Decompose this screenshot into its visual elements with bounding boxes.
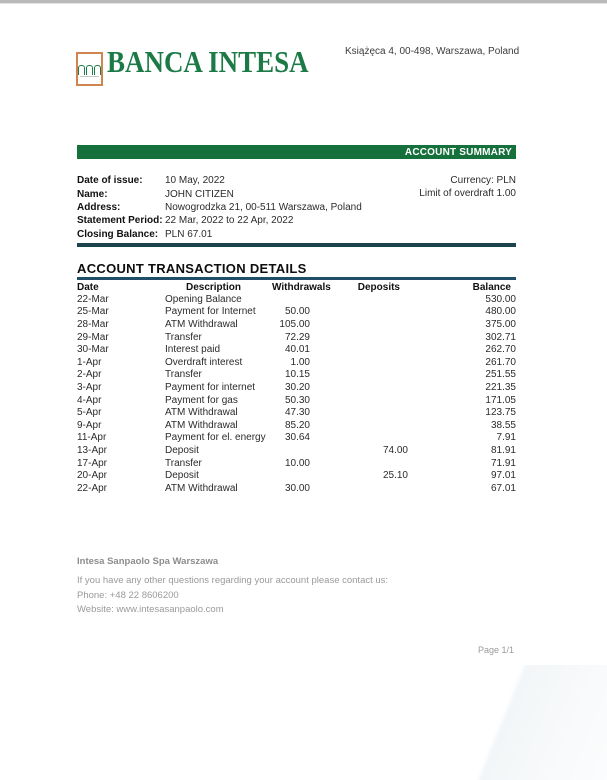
- footer-company-name: Intesa Sanpaolo Spa Warszawa: [77, 556, 219, 567]
- summary-right-column: [316, 174, 516, 201]
- summary-field-label: Statement Period:: [77, 215, 163, 227]
- summary-field-value: JOHN CITIZEN: [165, 188, 234, 200]
- cell-balance: 123.75: [485, 407, 516, 419]
- bank-address: Książęca 4, 00-498, Warszawa, Poland: [345, 46, 520, 57]
- cell-date: 29-Mar: [77, 331, 109, 343]
- cell-withdrawal: 30.00: [284, 482, 310, 494]
- summary-field-value: PLN 67.01: [165, 228, 213, 240]
- cell-description: Opening Balance: [165, 293, 242, 305]
- table-row: [77, 306, 516, 319]
- cell-balance: 97.01: [490, 470, 516, 482]
- cell-withdrawal: 72.29: [284, 331, 310, 343]
- cell-withdrawal: 47.30: [284, 407, 310, 419]
- cell-description: ATM Withdrawal: [165, 482, 238, 494]
- footer-contact-block: [77, 556, 388, 619]
- cell-balance: 38.55: [490, 419, 516, 431]
- cell-date: 25-Mar: [77, 306, 109, 318]
- cell-balance: 67.01: [490, 482, 516, 494]
- table-row: [77, 394, 516, 407]
- footer-phone: Phone: +48 22 8606200: [77, 589, 179, 601]
- cell-balance: 261.70: [485, 356, 516, 368]
- cell-balance: 7.91: [496, 432, 516, 444]
- table-row: [77, 419, 516, 432]
- table-row: [77, 369, 516, 382]
- arch-icon: [86, 65, 93, 75]
- cell-description: Interest paid: [165, 344, 221, 356]
- cell-withdrawal: 10.15: [284, 369, 310, 381]
- cell-description: Deposit: [165, 470, 199, 482]
- cell-date: 5-Apr: [77, 407, 102, 419]
- summary-field-value: 10 May, 2022: [165, 175, 225, 187]
- cell-withdrawal: 30.20: [284, 381, 310, 393]
- summary-field-value: 22 Mar, 2022 to 22 Apr, 2022: [165, 215, 294, 227]
- cell-date: 2-Apr: [77, 369, 102, 381]
- table-row: [77, 457, 516, 470]
- cell-balance: 221.35: [485, 381, 516, 393]
- summary-field-row: [77, 214, 377, 227]
- cell-date: 3-Apr: [77, 381, 102, 393]
- footer-note: If you have any other questions regarding your account please contact us:: [77, 575, 389, 586]
- cell-withdrawal: 85.20: [284, 419, 310, 431]
- cell-date: 11-Apr: [77, 432, 107, 444]
- column-header-date: Date: [77, 281, 99, 293]
- cell-balance: 251.55: [485, 369, 516, 381]
- table-row: [77, 318, 516, 331]
- bank-logo-arches-icon: [76, 52, 103, 86]
- cell-balance: 530.00: [485, 293, 516, 305]
- table-row: [77, 343, 516, 356]
- cell-description: Payment for Internet: [165, 306, 256, 318]
- table-row: [77, 444, 516, 457]
- account-summary-header-bar: [77, 145, 516, 159]
- window-top-strip: [0, 0, 607, 4]
- bank-name: BANCA INTESA: [107, 44, 309, 79]
- column-header-deposits: Deposits: [357, 281, 400, 293]
- transactions-title-rule: [77, 277, 516, 280]
- overdraft-limit-line: Limit of overdraft 1.00: [419, 188, 516, 200]
- transactions-table: [77, 293, 516, 495]
- footer-website: Website: www.intesasanpaolo.com: [77, 604, 224, 616]
- currency-line: Currency: PLN: [450, 175, 516, 186]
- account-summary-title: ACCOUNT SUMMARY: [404, 146, 512, 158]
- page-corner-artifact: [367, 665, 607, 780]
- cell-withdrawal: 105.00: [279, 318, 310, 330]
- summary-field-row: [77, 228, 377, 241]
- cell-date: 30-Mar: [77, 344, 109, 356]
- column-header-balance: Balance: [472, 281, 511, 293]
- transactions-title: ACCOUNT TRANSACTION DETAILS: [77, 261, 307, 276]
- cell-description: Payment for gas: [165, 394, 238, 406]
- cell-balance: 171.05: [485, 394, 516, 406]
- summary-field-row: [77, 201, 377, 214]
- summary-field-label: Address:: [77, 201, 121, 213]
- cell-balance: 480.00: [485, 306, 516, 318]
- cell-withdrawal: 50.30: [284, 394, 310, 406]
- summary-field-value: Nowogrodzka 21, 00-511 Warszawa, Poland: [165, 201, 362, 213]
- cell-date: 20-Apr: [77, 470, 108, 482]
- cell-date: 9-Apr: [77, 419, 102, 431]
- cell-balance: 375.00: [485, 318, 516, 330]
- cell-date: 22-Mar: [77, 293, 109, 305]
- arch-icon: [94, 65, 101, 75]
- cell-balance: 302.71: [485, 331, 516, 343]
- summary-field-label: Closing Balance:: [77, 228, 159, 240]
- table-row: [77, 406, 516, 419]
- summary-divider-rule: [77, 243, 516, 247]
- cell-description: Deposit: [165, 444, 199, 456]
- page-number: Page 1/1: [478, 645, 515, 655]
- cell-description: ATM Withdrawal: [165, 407, 238, 419]
- cell-date: 17-Apr: [77, 457, 108, 469]
- cell-description: Transfer: [165, 457, 202, 469]
- summary-field-label: Name:: [77, 188, 108, 200]
- table-row: [77, 482, 516, 495]
- arch-icon: [78, 65, 85, 75]
- cell-date: 1-Apr: [77, 356, 102, 368]
- cell-balance: 262.70: [485, 344, 516, 356]
- cell-balance: 81.91: [490, 444, 516, 456]
- table-row: [77, 356, 516, 369]
- cell-date: 4-Apr: [77, 394, 102, 406]
- cell-description: Payment for internet: [165, 381, 256, 393]
- cell-description: Overdraft interest: [165, 356, 243, 368]
- column-header-description: Description: [185, 281, 241, 293]
- table-row: [77, 293, 516, 306]
- logo-baseline: [80, 76, 99, 77]
- cell-withdrawal: 40.01: [284, 344, 310, 356]
- cell-deposit: 74.00: [382, 444, 408, 456]
- cell-date: 13-Apr: [77, 444, 108, 456]
- column-header-withdrawals: Withdrawals: [272, 281, 331, 293]
- table-row: [77, 331, 516, 344]
- cell-balance: 71.91: [490, 457, 516, 469]
- cell-withdrawal: 10.00: [284, 457, 310, 469]
- cell-deposit: 25.10: [382, 470, 408, 482]
- cell-withdrawal: 50.00: [284, 306, 310, 318]
- table-row: [77, 469, 516, 482]
- cell-withdrawal: 30.64: [284, 432, 310, 444]
- cell-description: Transfer: [165, 369, 202, 381]
- transactions-column-headers: [77, 281, 516, 293]
- summary-field-label: Date of issue:: [77, 175, 143, 187]
- table-row: [77, 432, 516, 445]
- cell-description: ATM Withdrawal: [165, 419, 238, 431]
- cell-description: ATM Withdrawal: [165, 318, 238, 330]
- cell-date: 22-Apr: [77, 482, 108, 494]
- table-row: [77, 381, 516, 394]
- cell-description: Transfer: [165, 331, 202, 343]
- cell-withdrawal: 1.00: [290, 356, 310, 368]
- cell-description: Payment for el. energy: [165, 432, 266, 444]
- cell-date: 28-Mar: [77, 318, 109, 330]
